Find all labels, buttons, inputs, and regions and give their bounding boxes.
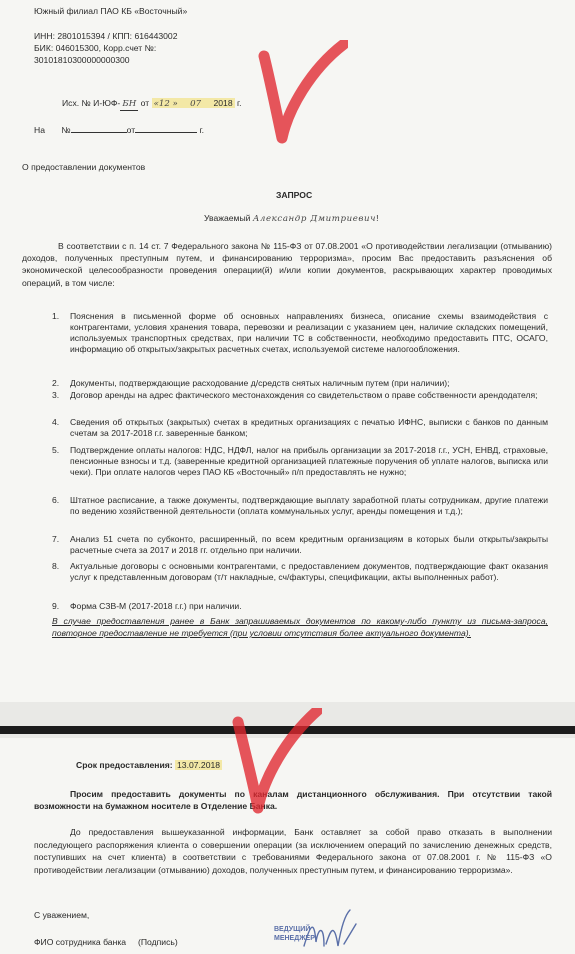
outgoing-number: БН [120,99,138,111]
list-item: Актуальные договоры с основными контрагентами, с предоставлением документов, подтверждающие факт оказания услуг к представленным договорам (т/т накладные, сч/фактуры, спецификации, акты выполненных работ). [70,561,548,582]
red-check-mark [258,40,348,150]
year-suffix: г. [237,98,242,108]
greeting-suffix: ! [376,213,379,223]
signature-line: ФИО сотрудника банка (Подпись) [34,937,178,947]
list-item: Анализ 51 счета по субконто, расширенный, по всем кредитным организациям в которых были открыты/закрыты расчетные счета за 2017 и 2018 гг. отдельно при наличии. [70,534,548,555]
item-number: 2. [52,378,60,388]
closing: С уважением, [34,910,90,920]
remote-request: Просим предоставить документы по каналам дистанционного обслуживания. При отсутствии такой возможности на бумажном носителе в Отделение Банка. [34,789,552,811]
page-title: ЗАПРОС [276,190,313,200]
list-item: Договор аренды на адрес фактического местонахождения со свидетельством о праве собственности арендодателя; [70,390,538,400]
greeting-prefix: Уважаемый [204,213,251,223]
refusal-warning: До предоставления вышеуказанной информации, Банк оставляет за собой право отказать в выполнении последующего распоряжения клиента о совершении операции (за исключением операций по зачислению денежных средств, поступивших на счет клиента) в соответствии с требованиями Федерального закона от 07.08.2001 г. № 115-ФЗ «О противодействии легализации (отмыванию) доходов, полученных преступным путем, и финансированию терроризма». [34,827,552,875]
incoming-no: № [61,125,71,135]
list-item: Подтверждение оплаты налогов: НДС, НДФЛ, налог на прибыль организации за 2017-2018 г.г., УСН, ЕНВД, страховые, пенсионные взносы и т.д. (заверенные кредитной организацией платежные поручения об уплате налогов, выписка или чеки). При оплате налогов через ПАО КБ «Восточный» п/п предоставлять не нужно; [70,445,548,477]
handwritten-signature [300,906,360,952]
list-item: Форма СЗВ-М (2017-2018 г.г.) при наличии. [70,601,242,611]
incoming-no-blank [71,124,127,133]
bank-name: Южный филиал ПАО КБ «Восточный» [34,6,188,16]
item-number: 8. [52,561,60,571]
incoming-suffix: г. [199,125,205,135]
red-check-mark [232,708,322,818]
date-year: 2018 [213,98,233,108]
item-number: 9. [52,601,60,611]
corr-account: 30101810300000000300 [34,55,130,65]
inn-kpp: ИНН: 2801015394 / КПП: 616443002 [34,31,178,41]
list-item: Пояснения в письменной форме об основных направлениях бизнеса, описание схемы взаимодействия с контрагентами, условия хранения товара, перевозки и реализации с указанием цен, наличие складских помещений, используемых транспортных средствах, при наличии ТС в собственности, необходимо предоставить ПТС, ОСАГО, информацию об открытых/закрытых расчетных счетах, используемой системе налогообложения. [70,311,548,354]
subject: О предоставлении документов [22,162,146,172]
outgoing-reference [62,98,242,111]
item-number: 5. [52,445,60,455]
deadline-value: 13.07.2018 [177,760,221,770]
stamp-text: ВЕДУЩИЙ МЕНЕДЖЕР [274,926,315,942]
intro-paragraph: В соответствии с п. 14 ст. 7 Федерального закона № 115-ФЗ от 07.08.2001 «О противодействии легализации (отмыванию) доходов, полученных преступным путем, и финансированию терроризма», просим Вас предоставить разъяснения об экономической целесообразности проведения операции(й) и/или копии документов, раскрывающих характер проводимых операций, в том числе: [22,241,552,288]
item-number: 1. [52,311,60,321]
date-day: «12 » [153,99,178,109]
from-label: от [140,98,150,108]
list-item: Сведения об открытых (закрытых) счетах в кредитных организациях с печатью ИФНС, выписки с банков по данным счетам за 2017-2018 г.г. заверенные банком; [70,417,548,438]
document-page-2 [0,738,575,954]
outgoing-label: Исх. № И-ЮФ- [62,98,121,108]
deadline-label: Срок предоставления: [76,760,173,770]
item-number: 3. [52,390,60,400]
greeting-name: Александр Дмитриевич [252,214,377,224]
incoming-reference [34,124,204,136]
outgoing-date [152,98,235,108]
repeat-submission-note: В случае предоставления ранее в Банк запрашиваемых документов по какому-либо пункту из письма-запроса, повторное предоставление не требуется (при условии отсутствия более актуального документа). [52,616,548,638]
incoming-from: от [126,125,136,135]
date-month: 07 [190,99,202,109]
incoming-label: На [34,125,45,135]
bik-corr-label: БИК: 046015300, Корр.счет №: [34,43,157,53]
greeting [204,213,378,225]
incoming-date-blank [135,124,197,133]
item-number: 4. [52,417,60,427]
list-item: Штатное расписание, а также документы, подтверждающие выплату заработной платы сотрудникам, другие платежи по ведению хозяйственной деятельности (оплата коммунальных услуг, аренды помещения и т.д.); [70,495,548,516]
deadline [76,760,222,771]
list-item: Документы, подтверждающие расходование д/средств снятых наличным путем (при наличии); [70,378,450,388]
item-number: 7. [52,534,60,544]
item-number: 6. [52,495,60,505]
